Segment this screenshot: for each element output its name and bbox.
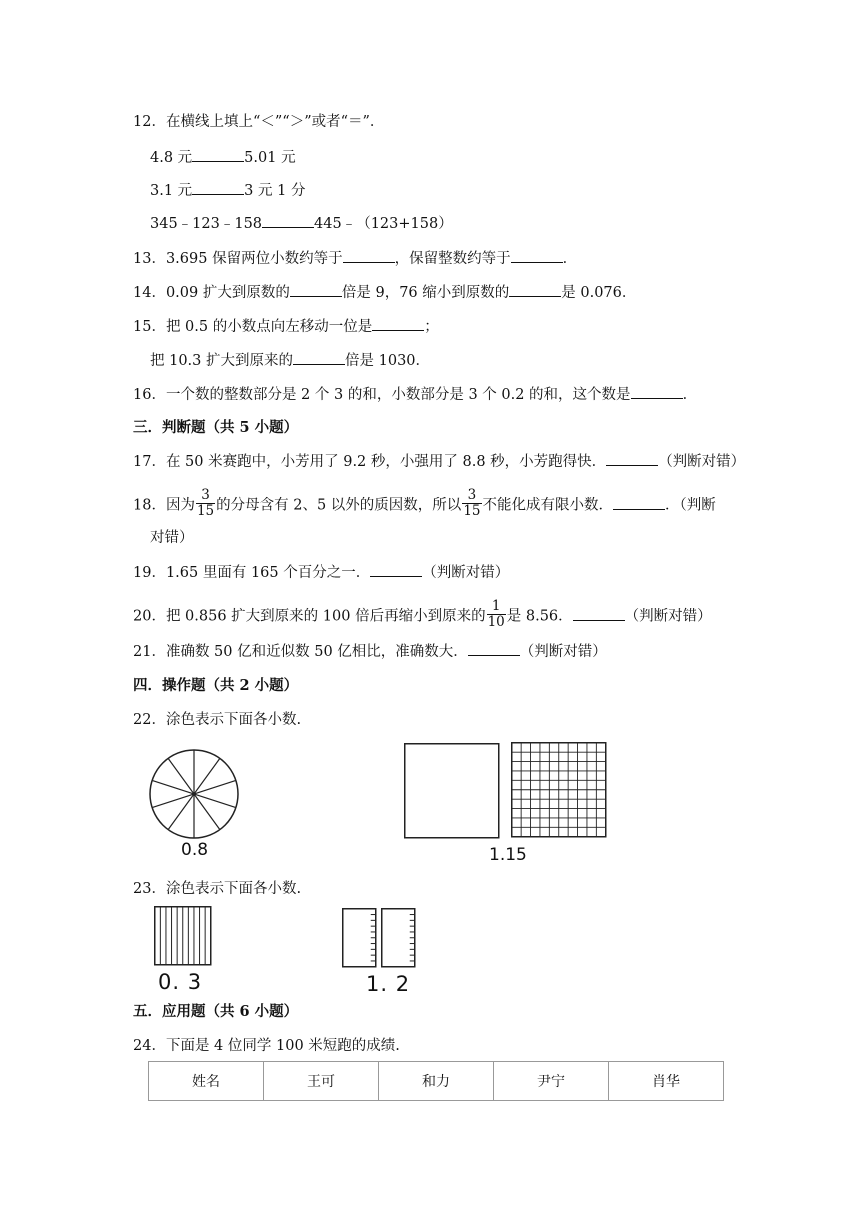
q23-caption-right: 1. 2 — [366, 972, 411, 996]
q12-row3 — [150, 213, 453, 234]
q18-fraction-1 — [196, 488, 215, 519]
q16 — [133, 384, 697, 405]
q23-caption-left: 0. 3 — [158, 970, 203, 994]
q15-text-d: 倍是 1030． — [345, 353, 431, 369]
q17-text-b: （判断对错） — [658, 454, 746, 470]
q23-rulers-figure[interactable] — [342, 908, 416, 968]
q14-text-b: 倍是 9，76 缩小到原数的 — [341, 285, 510, 301]
q12-row3-blank[interactable] — [262, 213, 314, 228]
q17-text-a: 17．在 50 米赛跑中，小芳用了 9.2 秒，小强用了 8.8 秒，小芳跑得快． — [133, 454, 607, 470]
q13-text-a: 13．3.695 保留两位小数约等于 — [133, 251, 343, 267]
q12-row1-left: 4.8 元 — [150, 150, 193, 166]
q22-pie-figure[interactable] — [148, 748, 240, 840]
q18-fraction-2-denominator: 15 — [463, 503, 481, 519]
q20-blank[interactable] — [573, 606, 625, 621]
q12-row3-right: 445﹣（123+158） — [314, 216, 453, 232]
section-3-heading: 三．判断题（共 5 小题） — [133, 419, 299, 436]
q20-fraction — [487, 599, 506, 630]
q17-blank[interactable] — [606, 451, 658, 466]
q21-text-a: 21．准确数 50 亿和近似数 50 亿相比，准确数大． — [133, 644, 468, 660]
q18-blank[interactable] — [613, 495, 665, 510]
q12-row1-blank[interactable] — [192, 147, 244, 162]
q18-text-d: ．（判断 — [665, 497, 716, 514]
q22-stem: 22．涂色表示下面各小数. — [133, 712, 302, 728]
section-5-heading: 五．应用题（共 6 小题） — [133, 1003, 299, 1020]
q15-line2 — [150, 350, 430, 371]
table-header-cell: 王可 — [264, 1062, 379, 1101]
q17 — [133, 451, 745, 472]
q20-text-c: （判断对错） — [624, 608, 712, 625]
q22-square-figure[interactable] — [404, 743, 500, 839]
q13 — [133, 248, 577, 269]
q15-text-a: 15．把 0.5 的小数点向左移动一位是 — [133, 319, 373, 335]
q20-fraction-numerator: 1 — [487, 599, 506, 615]
q12-row2 — [150, 180, 305, 201]
q18-line1 — [133, 487, 716, 521]
table-header-cell: 尹宁 — [494, 1062, 609, 1101]
q23-strips-figure[interactable] — [154, 906, 212, 966]
q12-stem: 12．在横线上填上“＜”“＞”或者“＝”． — [133, 114, 385, 130]
q18-line2: 对错） — [150, 530, 194, 546]
q15-blank-2[interactable] — [293, 350, 345, 365]
q14 — [133, 282, 636, 303]
table-header-cell: 肖华 — [609, 1062, 724, 1101]
table-row — [149, 1062, 724, 1101]
q19 — [133, 562, 509, 583]
q21 — [133, 641, 607, 662]
q12-row3-left: 345﹣123﹣158 — [150, 216, 263, 232]
q19-blank[interactable] — [370, 562, 422, 577]
q18-text-a: 18．因为 — [133, 497, 195, 514]
scores-table — [148, 1061, 724, 1101]
q23-stem: 23．涂色表示下面各小数. — [133, 881, 302, 897]
q22-caption-left: 0.8 — [181, 840, 209, 860]
q15-text-c: 把 10.3 扩大到原来的 — [150, 353, 294, 369]
q13-text-b: ，保留整数约等于 — [394, 251, 511, 267]
q20-text-b: 是 8.56． — [506, 608, 573, 625]
q14-blank-2[interactable] — [509, 282, 561, 297]
q16-text-b: ． — [682, 387, 698, 403]
q19-text-b: （判断对错） — [422, 565, 510, 581]
q12-row2-left: 3.1 元 — [150, 183, 193, 199]
q18-fraction-1-numerator: 3 — [196, 488, 215, 504]
q18-fraction-1-denominator: 15 — [196, 503, 215, 519]
q12-row1 — [150, 147, 296, 168]
q15-text-b: ； — [424, 319, 439, 335]
q15-blank-1[interactable] — [372, 316, 424, 331]
q18-text-b: 的分母含有 2、5 以外的质因数，所以 — [216, 497, 462, 514]
q13-text-c: ． — [562, 251, 578, 267]
q18-fraction-2-numerator: 3 — [462, 488, 481, 504]
q18-fraction-2 — [462, 488, 481, 519]
q24-stem: 24．下面是 4 位同学 100 米短跑的成绩. — [133, 1038, 400, 1054]
q19-text-a: 19．1.65 里面有 165 个百分之一． — [133, 565, 371, 581]
q22-grid-figure[interactable] — [511, 742, 607, 838]
q14-text-a: 14．0.09 扩大到原数的 — [133, 285, 290, 301]
q14-blank-1[interactable] — [290, 282, 342, 297]
q14-text-c: 是 0.076． — [561, 285, 637, 301]
q15-line1 — [133, 316, 439, 337]
section-4-heading: 四．操作题（共 2 小题） — [133, 677, 299, 694]
q21-blank[interactable] — [468, 641, 520, 656]
q22-caption-right: 1.15 — [489, 845, 527, 865]
q13-blank-1[interactable] — [343, 248, 395, 263]
table-header-cell: 和力 — [379, 1062, 494, 1101]
q12-row2-blank[interactable] — [192, 180, 244, 195]
q16-text-a: 16．一个数的整数部分是 2 个 3 的和，小数部分是 3 个 0.2 的和，这个数是 — [133, 387, 631, 403]
q12-row1-right: 5.01 元 — [244, 150, 296, 166]
q16-blank[interactable] — [631, 384, 683, 399]
q20 — [133, 598, 712, 632]
q20-fraction-denominator: 10 — [487, 614, 505, 630]
q20-text-a: 20．把 0.856 扩大到原来的 100 倍后再缩小到原来的 — [133, 608, 486, 625]
q13-blank-2[interactable] — [511, 248, 563, 263]
q18-text-c: 不能化成有限小数． — [482, 497, 613, 514]
q21-text-b: （判断对错） — [519, 644, 607, 660]
q12-row2-right: 3 元 1 分 — [244, 183, 306, 199]
table-header-cell: 姓名 — [149, 1062, 264, 1101]
